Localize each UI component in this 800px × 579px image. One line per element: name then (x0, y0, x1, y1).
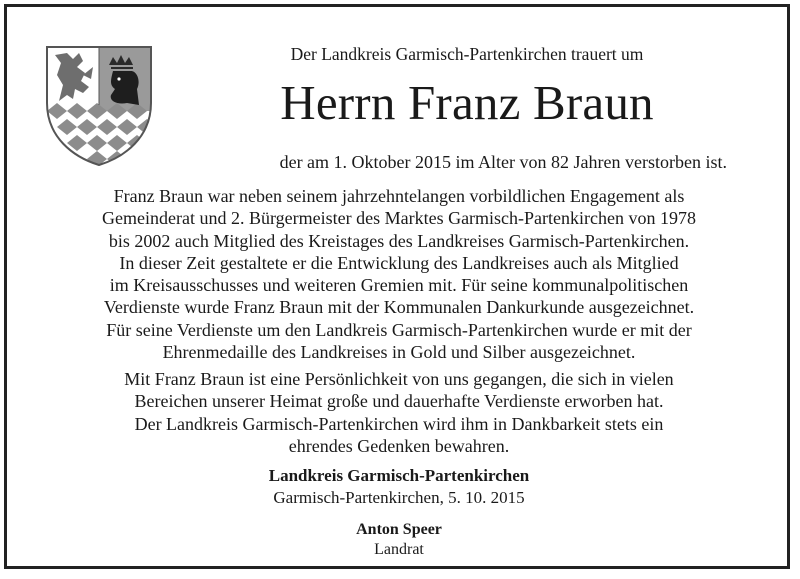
text-line: Für seine Verdienste um den Landkreis Garmisch-Partenkirchen wurde er mit der (106, 319, 692, 340)
text-line: In dieser Zeit gestaltete er die Entwicklung des Landkreises auch als Mitglied (119, 252, 679, 273)
obituary-notice (4, 4, 790, 569)
tribute-paragraph-1 (27, 185, 771, 363)
text-line: Bereichen unserer Heimat große und dauerhafte Verdienste erworben hat. (134, 391, 664, 412)
text-line: Gemeinderat und 2. Bürgermeister des Marktes Garmisch-Partenkirchen von 1978 (102, 208, 696, 229)
text-line: bis 2002 auch Mitglied des Kreistages des Landkreises Garmisch-Partenkirchen. (108, 230, 690, 251)
deceased-name: Herrn Franz Braun (280, 75, 654, 130)
place-date: Garmisch-Partenkirchen, 5. 10. 2015 (273, 488, 525, 507)
death-line: der am 1. Oktober 2015 im Alter von 82 Jahren verstorben ist. (279, 152, 727, 172)
text-line: Verdienste wurde Franz Braun mit der Kommunalen Dankurkunde ausgezeichnet. (103, 297, 695, 318)
organization-name: Landkreis Garmisch-Partenkirchen (268, 466, 530, 485)
text-line: im Kreisausschusses und weiteren Gremien mit. Für seine kommunalpolitischen (109, 275, 689, 296)
text-line: ehrendes Gedenken bewahren. (288, 435, 510, 456)
coat-of-arms-icon (45, 45, 153, 167)
text-line: Mit Franz Braun ist eine Persönlichkeit von uns gegangen, die sich in vielen (124, 369, 674, 389)
text-line: Franz Braun war neben seinem jahrzehntelangen vorbildlichen Engagement als (113, 186, 685, 206)
signer-role: Landrat (374, 541, 424, 558)
text-line: Ehrenmedaille des Landkreises in Gold und Silber ausgezeichnet. (162, 342, 636, 363)
signer-name: Anton Speer (356, 521, 442, 538)
tribute-paragraph-2 (27, 368, 771, 457)
intro-line: Der Landkreis Garmisch-Partenkirchen trauert um (290, 44, 644, 64)
text-line: Der Landkreis Garmisch-Partenkirchen wird ihm in Dankbarkeit stets ein (134, 413, 664, 434)
